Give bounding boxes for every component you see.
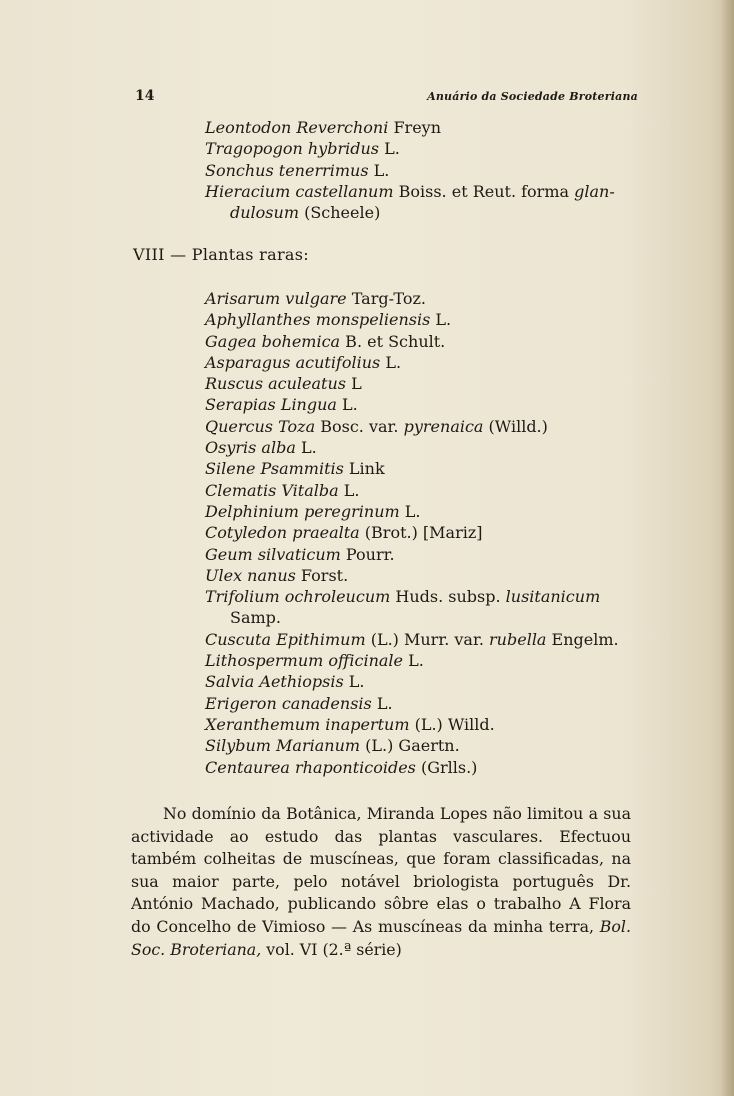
species-name: Sonchus tenerrimus: [205, 160, 369, 180]
species-name: Ulex nanus: [205, 565, 296, 585]
paragraph-text: No domínio da Botânica, Miranda Lopes não limitou a sua actividade ao estudo das plantas vasculares. Efectuou também colheitas de muscíneas, que foram classificadas, na sua maior parte, pelo notável briologista português Dr. António Machado, publicando sôbre elas o trabalho A Flora do Concelho de Vimioso — As muscíneas da minha terra,: [131, 804, 631, 936]
species-author: L.: [336, 395, 358, 415]
species-name: Hieracium castellanum: [205, 181, 394, 201]
species-author: L.: [371, 693, 393, 713]
species-author: L.: [380, 352, 402, 372]
species-author: Freyn: [388, 118, 442, 137]
species-entry: [205, 693, 645, 714]
species-name: Cotyledon praealta: [205, 523, 360, 543]
species-name: Erigeron canadensis: [205, 693, 372, 713]
species-author: (L.) Willd.: [409, 714, 495, 734]
species-entry: [205, 458, 645, 479]
species-author: (L.) Murr. var.: [365, 629, 490, 649]
species-entry: [205, 416, 645, 437]
species-entry-continuation: Samp.: [230, 608, 281, 628]
species-entry: [205, 437, 645, 458]
species-entry: [205, 309, 645, 330]
species-entry: [205, 629, 645, 650]
species-entry: [205, 373, 645, 394]
species-name: Ruscus aculeatus: [205, 374, 346, 394]
page-header: [135, 88, 638, 108]
species-author: L.: [343, 672, 365, 692]
species-entry: [205, 138, 645, 159]
species-author: L.: [368, 160, 390, 180]
species-name: Clematis Vitalba: [205, 480, 339, 500]
species-entry: [205, 288, 645, 309]
species-entry: [205, 650, 645, 671]
species-author: (Willd.): [483, 416, 548, 436]
species-author: (L.) Gaertn.: [360, 736, 460, 756]
species-entry: [205, 522, 645, 543]
species-form-cont: dulosum: [230, 203, 299, 223]
paragraph-text: vol. VI (2.ª série): [261, 939, 402, 959]
species-variety: rubella: [489, 629, 547, 649]
rare-plants-list: [205, 288, 645, 778]
species-name: Gagea bohemica: [205, 331, 341, 351]
species-entry-continuation: [205, 202, 645, 223]
section-heading: VIII — Plantas raras:: [133, 245, 309, 264]
species-entry: [205, 671, 645, 692]
species-name: Geum silvaticum: [205, 544, 341, 564]
species-entry: [205, 117, 645, 138]
species-author: (Grlls.): [415, 757, 478, 777]
species-entry: [205, 480, 645, 501]
species-name: Quercus Toza: [205, 416, 316, 436]
species-author: Targ-Toz.: [346, 289, 426, 308]
species-name: Trifolium ochroleucum: [205, 587, 391, 607]
page-number: 14: [135, 88, 155, 104]
species-entry: [205, 352, 645, 373]
species-entry: [205, 565, 645, 586]
species-entry: [205, 544, 645, 565]
species-name: Delphinium peregrinum: [205, 501, 400, 521]
species-name: Centaurea rhaponticoides: [205, 757, 416, 777]
species-author: Link: [343, 459, 385, 479]
species-entry: [205, 586, 645, 629]
running-title: Anuário da Sociedade Broteriana: [427, 90, 638, 103]
species-author: Forst.: [295, 565, 349, 585]
species-author: L.: [430, 310, 452, 330]
journal-title: Bol. Soc. Broteriana,: [131, 916, 631, 959]
species-variety: pyrenaica: [403, 416, 484, 436]
species-entry: [205, 331, 645, 352]
species-author: Engelm.: [546, 629, 619, 649]
species-name: Silybum Marianum: [205, 736, 361, 756]
continued-species-list: [205, 117, 645, 223]
species-form: glan-: [574, 181, 615, 201]
species-entry: [205, 714, 645, 735]
species-entry: [205, 735, 645, 756]
species-author: B. et Schult.: [340, 331, 446, 351]
species-author: Pourr.: [340, 544, 395, 564]
species-name: Leontodon Reverchoni: [205, 118, 389, 137]
species-name: Cuscuta Epithimum: [205, 629, 366, 649]
species-author: L.: [403, 651, 424, 671]
species-entry: [205, 181, 645, 202]
species-entry: [205, 757, 645, 778]
species-name: Salvia Aethiopsis: [205, 672, 344, 692]
species-name: Xeranthemum inapertum: [205, 714, 410, 734]
species-name: Tragopogon hybridus: [205, 139, 379, 159]
species-name: Aphyllanthes monspeliensis: [205, 310, 431, 330]
species-author: Boiss. et Reut. forma: [393, 181, 575, 201]
species-name: Silene Psammitis: [205, 459, 344, 479]
species-name: Arisarum vulgare: [205, 289, 347, 308]
species-entry: [205, 160, 645, 181]
species-entry: [205, 394, 645, 415]
species-author: L: [346, 374, 362, 394]
species-name: Asparagus acutifolius: [205, 352, 381, 372]
species-entry: [205, 501, 645, 522]
species-author: Huds. subsp.: [390, 587, 506, 607]
species-name: Osyris alba: [205, 438, 296, 458]
species-author: L.: [338, 480, 360, 500]
species-author: (Scheele): [298, 203, 381, 223]
body-paragraph: [131, 803, 631, 961]
species-name: Serapias Lingua: [205, 395, 337, 415]
species-variety: lusitanicum: [505, 587, 601, 607]
species-author: L.: [295, 438, 317, 458]
species-author: Bosc. var.: [315, 416, 404, 436]
species-author: (Brot.) [Mariz]: [359, 523, 483, 543]
species-name: Lithospermum officinale: [205, 651, 404, 671]
species-author: L.: [378, 139, 400, 159]
species-author: L.: [399, 501, 421, 521]
